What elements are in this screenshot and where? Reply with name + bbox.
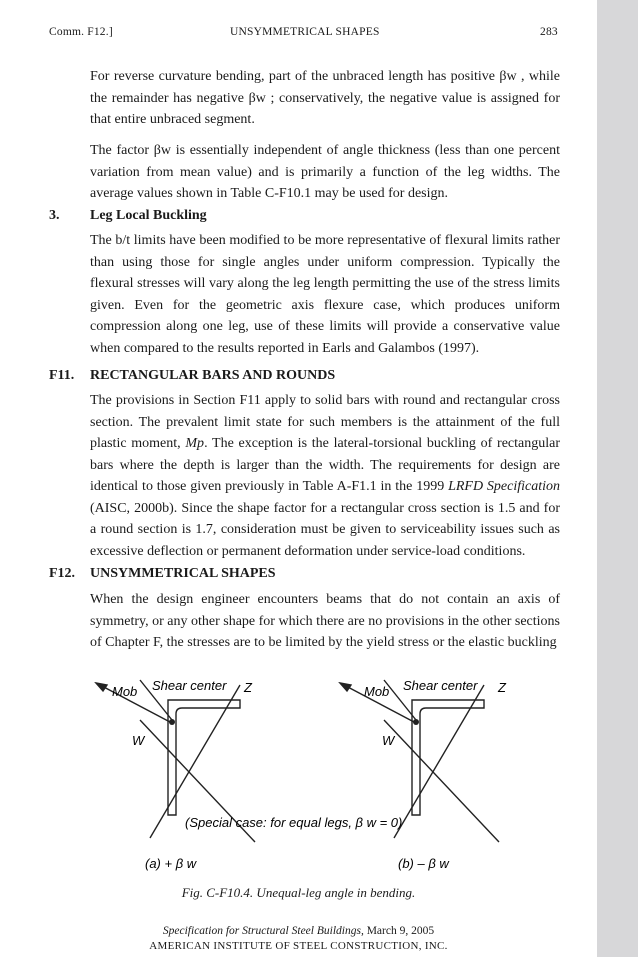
angle-b-z-label: Z [498,680,506,695]
section-f12-title: UNSYMMETRICAL SHAPES [90,566,276,581]
lrfd-spec-title: LRFD Specification [448,479,561,494]
side-margin-bar [597,0,638,957]
f11-text-a: The provisions in Section F11 apply to solid bars with round and rectangular cross section. The prevalent limit state for such members is the attainment of the full plastic moment, [90,393,560,451]
angle-a-shear-center-dot [169,719,175,725]
figure-caption: Fig. C-F10.4. Unequal-leg angle in bending. [181,885,416,900]
section-f11-title: RECTANGULAR BARS AND ROUNDS [90,368,336,383]
section-f11-body [90,390,560,562]
section-f11-number: F11. [49,368,75,383]
running-header-left: Comm. F12.] [49,26,113,38]
angle-b-mob-label: Mob [364,684,390,699]
paragraph-reverse-curvature: For reverse curvature bending, part of the unbraced length has positive βw , while the remainder has negative βw ; conservatively, the negative value is assigned for that entire unbraced segment. [90,69,560,127]
page-number: 283 [540,26,558,38]
angle-b-case-label: (b) – β w [398,856,449,871]
f11-text-b: . The exception is the lateral-torsional buckling of rectangular bars where the depth is larger than the width. The requirements for design are identical to those given previously in Table A-F1.1 in the 1999 [90,436,560,494]
footer-date: March 9, 2005 [363,925,435,937]
angle-a-section [168,700,240,815]
footer-spec-title: Specification for Structural Steel Buildings, [162,925,364,937]
section-3-title: Leg Local Buckling [90,208,207,223]
angle-a-arrowhead [96,683,107,691]
special-case-note: (Special case: for equal legs, β w = 0) [185,815,403,830]
footer-publisher: AMERICAN INSTITUTE OF STEEL CONSTRUCTION, INC. [149,940,448,952]
section-f12-body: When the design engineer encounters beams that do not contain an axis of symmetry, or any other shape for which there are no provisions in the other sections of Chapter F, the stresses are to be limited by the yield stress or the elastic buckling [90,592,560,650]
angle-a-case-label: (a) + β w [145,856,197,871]
angle-b-section [412,700,484,815]
section-f12-number: F12. [49,566,76,581]
angle-a-mob-label: Mob [112,684,138,699]
angle-b-shear-center-dot [413,719,419,725]
angle-b-shear-center-label: Shear center [403,678,478,693]
plastic-moment-symbol: Mp [185,436,205,451]
figure-unequal-leg-angle [0,670,597,880]
angle-b-arrowhead [340,683,351,691]
angle-a-z-label: Z [244,680,252,695]
footer-spec-line [0,925,597,937]
angle-a-w-label: W [132,733,145,748]
section-3-body: The b/t limits have been modified to be more representative of flexural limits rather than using those for single angles under uniform compression. Typically the flexural stresses will vary along the leg length permitting the use of the stress limits given. Even for the geometric axis flexure case, which produces uniform compression along one leg, use of these limits will provide a conservative value when compared to the results reported in Earls and Galambos (1997). [90,233,560,356]
section-3-number: 3. [49,208,60,223]
running-header-title: UNSYMMETRICAL SHAPES [230,26,380,38]
angle-a-shear-center-label: Shear center [152,678,227,693]
paragraph-factor-beta: The factor βw is essentially independent of angle thickness (less than one percent variation from mean value) and is primarily a function of the leg widths. The average values shown in Table C-F10.1 may be used for design. [90,143,560,201]
f11-text-c: (AISC, 2000b). Since the shape factor for a rectangular cross section is 1.5 and for a round section is 1.7, consideration must be given to serviceability issues such as excessive deflection or permanent deformation under service-load conditions. [90,500,560,559]
angle-b-w-label: W [382,733,395,748]
